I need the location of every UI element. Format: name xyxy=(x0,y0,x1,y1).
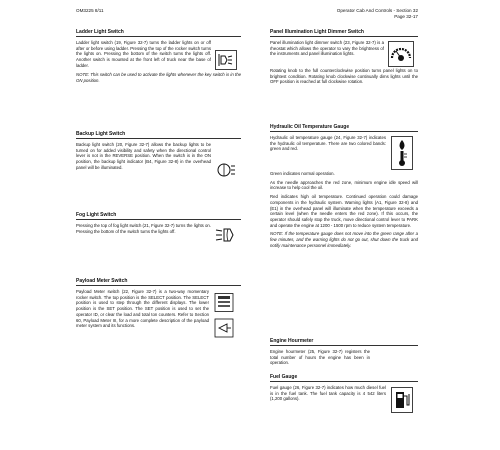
ladder-light-icon xyxy=(211,48,241,72)
backup-section xyxy=(76,131,241,182)
fog-section xyxy=(76,212,241,247)
panel-text-2: Rotating knob to the full counterclockwise position turns panel lights on to brightest condition. Rotating knob clockwise continually dims lights until the OFF position is reached at full clockwise rotation. xyxy=(270,68,418,85)
panel-dimmer-icon xyxy=(384,40,418,68)
hourmeter-title: Engine Hourmeter xyxy=(270,338,418,346)
hydraulic-text-1: Hydraulic oil temperature gauge (24, Figure 32-7) indicates the hydraulic oil temperature. There are two colored bands: green and red. xyxy=(270,135,386,152)
backup-text: Backup light switch (20, Figure 32-7) allows the backup lights to be turned on for added visibility and safety when the directional control lever is not in the REVERSE position. When the switch is in the ON position, the backup light indicator (B4, Figure 32-8) in the overhead panel will be illuminated. xyxy=(76,142,211,170)
backup-title: Backup Light Switch xyxy=(76,131,241,139)
ladder-text: Ladder light switch (19, Figure 32-7) turns the ladder lights on or off after or before using ladder. Pressing the top of the rocker switch turns the lights on. Pressing the bottom of the switch turns the lights off. Another switch is mounted at the front left of truck near the base of ladder. xyxy=(76,40,211,68)
fog-title: Fog Light Switch xyxy=(76,212,241,220)
hydraulic-title: Hydraulic Oil Temperature Gauge xyxy=(270,124,418,132)
payload-section xyxy=(76,278,241,349)
fuel-text: Fuel gauge (26, Figure 32-7) indicates how much diesel fuel is in the fuel tank. The fuel tank capacity is 4 542 liters (1,200 gallons). xyxy=(270,385,386,402)
doc-id: OM3225 8/11 xyxy=(76,8,104,13)
hydraulic-temp-gauge-icon xyxy=(386,135,418,171)
panel-text-1: Panel illumination light dimmer switch (23, Figure 32-7) is a rheostat which allows the operator to vary the brightness of the instruments and panel illumination lights. xyxy=(270,40,384,57)
fuel-section xyxy=(270,374,418,415)
panel-title: Panel Illumination Light Dimmer Switch xyxy=(270,29,418,37)
hydraulic-text-4: Red indicates high oil temperature. Continued operation could damage components in the hydraulic system. Warning lights (A1, Figure 32-8) and (E1) in the overhead panel will illuminate when the temperature exceeds a certain level (when the needle enters the red zone). If this occurs, the operator should safely stop the truck, move directional control lever to PARK and operate the engine at 1200 - 1500 rpm to reduce system temperature. xyxy=(270,194,418,228)
payload-meter-icon xyxy=(209,293,241,349)
section-title: Operator Cab And Controls - Section 32 xyxy=(336,8,418,13)
hydraulic-section xyxy=(270,124,418,251)
hydraulic-note: NOTE: If the temperature gauge does not move into the green range after a few minutes, and the warning lights do not go out, shut down the truck and notify maintenance personnel immediately. xyxy=(270,231,418,248)
ladder-note: NOTE: This switch can be used to activate the lights whenever the key switch is in the ON position. xyxy=(76,72,241,83)
hourmeter-text: Engine hourmeter (25, Figure 32-7) registers the total number of hours the engine has been in operation. xyxy=(270,349,370,366)
payload-title: Payload Meter Switch xyxy=(76,278,241,286)
fuel-title: Fuel Gauge xyxy=(270,374,418,382)
hourmeter-section xyxy=(270,338,418,369)
fog-light-icon xyxy=(211,223,241,247)
hydraulic-text-2: Green indicates normal operation. xyxy=(270,171,335,176)
fog-text: Pressing the top of fog light switch (21, Figure 32-7) turns the lights on. Pressing the bottom of the switch turns the lights off. xyxy=(76,223,211,234)
payload-text: Payload Meter switch (22, Figure 32-7) is a two-way momentary rocker switch. The top position is the SELECT position. The SELECT position is used to step through the different displays. The lower position is the SET position. The SET position is used to set the operator ID, or clear the load and total ton counters. Refer to Section 60, Payload Meter III, for a more complete description of the payload meter system and its functions. xyxy=(76,289,209,329)
panel-dimmer-section xyxy=(270,29,418,88)
backup-light-icon xyxy=(211,158,241,182)
hydraulic-text-3: As the needle approaches the red zone, minimum engine idle speed will increase to help cool the oil. xyxy=(270,179,418,191)
page-header xyxy=(272,8,418,19)
page-number: Page 32-17 xyxy=(394,13,418,19)
ladder-section xyxy=(76,29,241,86)
ladder-title: Ladder Light Switch xyxy=(76,29,241,37)
fuel-gauge-icon xyxy=(386,385,418,415)
